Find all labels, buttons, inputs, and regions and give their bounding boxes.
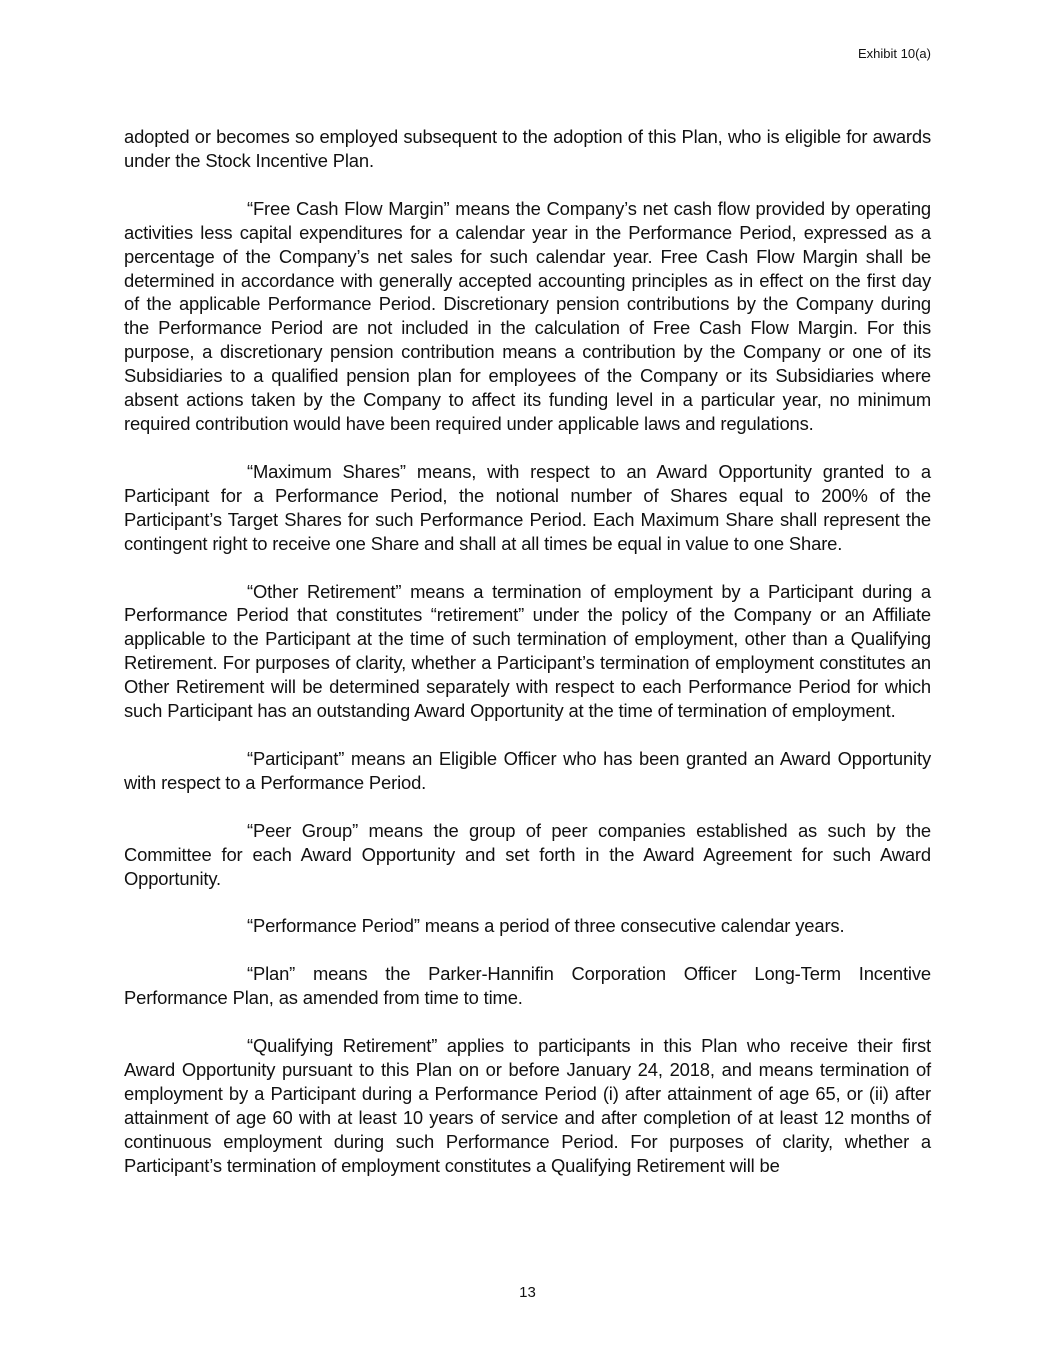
definition-qualifying-retirement: “Qualifying Retirement” applies to participants in this Plan who receive their first Award Opportunity pursuant to this Plan on or before January 24, 2018, and means termination of employment by a Participant during a Performance Period (i) after attainment of age 65, or (ii) after attainment of age 60 with at least 10 years of service and after completion of at least 12 months of continuous employment during such Performance Period. For purposes of clarity, whether a Participant’s termination of employment constitutes a Qualifying Retirement will be xyxy=(124,1035,931,1176)
definition-performance-period: “Performance Period” means a period of three consecutive calendar years. xyxy=(247,915,845,937)
page-number: 13 xyxy=(519,1284,536,1301)
definition-free-cash-flow-margin: “Free Cash Flow Margin” means the Company’s net cash flow provided by operating activities less capital expenditures for a calendar year in the Performance Period, expressed as a percentage of the Company’s net sales for such calendar year. Free Cash Flow Margin shall be determined in accordance with generally accepted accounting principles as in effect on the first day of the applicable Performance Period. Discretionary pension contributions by the Company during the Performance Period are not included in the calculation of Free Cash Flow Margin. For this purpose, a discretionary pension contribution means a contribution by the Company or one of its Subsidiaries to a qualified pension plan for employees of the Company or its Subsidiaries where absent actions taken by the Company to affect its funding level in a particular year, no minimum required contribution would have been required under applicable laws and regulations. xyxy=(124,197,931,434)
paragraph-continuation: adopted or becomes so employed subsequent to the adoption of this Plan, who is eligible for awards under the Stock Incentive Plan. xyxy=(124,126,931,171)
definition-participant: “Participant” means an Eligible Officer who has been granted an Award Opportunity with respect to a Performance Period. xyxy=(124,747,931,793)
definition-maximum-shares: “Maximum Shares” means, with respect to an Award Opportunity granted to a Participant for a Performance Period, the notional number of Shares equal to 200% of the Participant’s Target Shares for such Performance Period. Each Maximum Share shall represent the contingent right to receive one Share and shall at all times be equal in value to one Share. xyxy=(124,460,931,554)
exhibit-label: Exhibit 10(a) xyxy=(858,46,931,61)
definition-plan: “Plan” means the Parker-Hannifin Corporation Officer Long-Term Incentive Performance Plan, as amended from time to time. xyxy=(124,963,931,1009)
document-body xyxy=(124,125,931,1202)
definition-other-retirement: “Other Retirement” means a termination of employment by a Participant during a Performance Period that constitutes “retirement” under the policy of the Company or an Affiliate applicable to the Participant at the time of such termination of employment, other than a Qualifying Retirement. For purposes of clarity, whether a Participant’s termination of employment constitutes an Other Retirement will be determined separately with respect to each Performance Period for which such Participant has an outstanding Award Opportunity at the time of termination of employment. xyxy=(124,580,931,722)
definition-peer-group: “Peer Group” means the group of peer companies established as such by the Committee for each Award Opportunity and set forth in the Award Agreement for such Award Opportunity. xyxy=(124,819,931,889)
